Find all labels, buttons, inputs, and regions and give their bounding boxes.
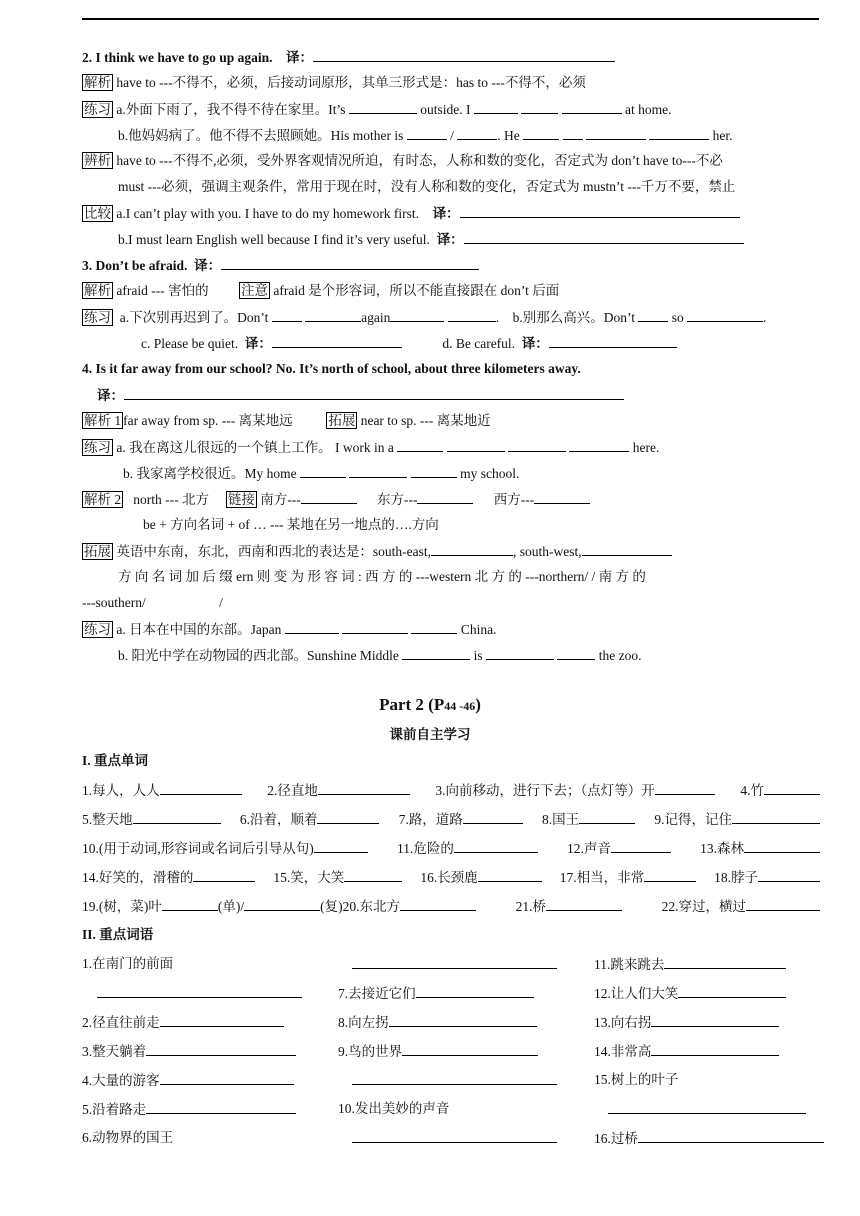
blank[interactable]: [285, 620, 339, 634]
lianxi-tag: 练习: [84, 102, 111, 117]
vocab-item: (复)20.东北方: [320, 899, 400, 914]
q4-lx2-a: a. 日本在中国的东部。Japan: [116, 622, 282, 637]
blank[interactable]: [557, 646, 595, 660]
q4-lx2-b: b. 阳光中学在动物园的西北部。Sunshine Middle: [118, 648, 399, 663]
phrase-2: 2.径直往前走: [82, 1013, 284, 1032]
slash: /: [219, 595, 223, 610]
q2-title-line: [82, 48, 615, 67]
q4-tz4: ---southern/: [82, 595, 146, 610]
bianxi-tag: 辨析: [84, 153, 111, 168]
q2-yi: 译：: [286, 50, 314, 65]
q4-lx2-b2: is: [473, 648, 483, 663]
blank[interactable]: [397, 438, 443, 452]
blank[interactable]: [454, 839, 538, 853]
phrase-6-blank[interactable]: [352, 1129, 557, 1148]
q4-lx-a: a. 我在离这儿很远的一个镇上工作。 I work in a: [116, 440, 394, 455]
vocab-item: 8.国王: [542, 812, 580, 827]
blank[interactable]: [463, 810, 523, 824]
vocab-item: 9.记得，记住: [654, 812, 732, 827]
q4-tz1: 英语中东南，东北，西南和西北的表达是：south-east,: [116, 544, 431, 559]
q2-bj-b-text: b.I must learn English well because I find it’s very useful.: [118, 232, 430, 247]
blank[interactable]: [160, 781, 242, 795]
q4-tz2: , south-west,: [513, 544, 582, 559]
q2-title: 2. I think we have to go up again.: [82, 50, 273, 65]
blank[interactable]: [474, 100, 518, 114]
yi-label: 译：: [521, 336, 549, 351]
phrase-8: 8.向左拐: [338, 1013, 537, 1032]
zhuyi-tag: 注意: [240, 283, 268, 298]
q4-jiexi1-line: [82, 412, 491, 430]
lianxi-tag: 练习: [84, 440, 111, 455]
jiexi1-tag: 解析 1: [84, 413, 122, 428]
q3-lianxi-ab: 练习 a.下次别再迟到了。Don’t again . b.别那么高兴。Don’t so .: [84, 310, 767, 325]
blank[interactable]: [411, 620, 457, 634]
q4-lx2-a2: China.: [460, 622, 497, 637]
tuozhan2-tag: 拓展: [84, 544, 111, 559]
phrase-3: 3.整天躺着: [82, 1042, 296, 1061]
blank[interactable]: [318, 781, 410, 795]
q3-title-line: [82, 256, 479, 275]
phrase-1-blank-2[interactable]: [97, 984, 302, 1003]
blank[interactable]: [732, 810, 820, 824]
phrase-5: 5.沿着路走: [82, 1100, 296, 1119]
blank[interactable]: [133, 810, 221, 824]
q4-jiexi1-text: far away from sp. --- 离某地远: [123, 413, 293, 428]
section1-heading: I. 重点单词: [82, 753, 149, 768]
vocab-item: 17.相当，非常: [559, 870, 645, 885]
blank[interactable]: [655, 781, 715, 795]
vocab-row-2: [82, 810, 820, 829]
q2-lianxi-a: [82, 100, 672, 119]
blank[interactable]: [508, 438, 566, 452]
q3-lianxi-cd: [141, 334, 677, 353]
vocab-row-5: [82, 897, 820, 916]
part2-close: ): [475, 695, 481, 714]
vocab-item: 22.穿过，横过: [661, 899, 746, 914]
blank[interactable]: [638, 308, 668, 322]
blank[interactable]: [546, 897, 622, 911]
blank[interactable]: [744, 839, 820, 853]
blank[interactable]: [764, 781, 820, 795]
vocab-row-1: [82, 781, 820, 800]
top-rule: [82, 18, 819, 20]
phrase-13: 13.向右拐: [594, 1013, 779, 1032]
q3-jiexi-line: [82, 282, 559, 300]
q4-lianxi2-b: [118, 646, 642, 665]
blank[interactable]: [317, 810, 379, 824]
q2-bianxi-text1: have to ---不得不,必须，受外界客观情况所迫，有时态，人称和数的变化，否定式为 don’t have to---不必: [116, 153, 723, 168]
blank[interactable]: [611, 839, 671, 853]
yi-label: 译：: [244, 336, 272, 351]
vocab-item: 16.长颈鹿: [420, 870, 478, 885]
part2-pages: 44 -46: [444, 699, 476, 713]
phrase-1-blank[interactable]: [352, 955, 557, 974]
vocab-row-3: [82, 839, 820, 858]
vocab-item: 1.每人，人人: [82, 783, 160, 798]
blank[interactable]: [478, 868, 542, 882]
blank[interactable]: [563, 126, 583, 140]
jiexi-tag: 解析: [84, 75, 111, 90]
phrase-12: 12.让人们大笑: [594, 984, 786, 1003]
q3-jiexi-text: afraid --- 害怕的: [116, 283, 209, 298]
blank[interactable]: [562, 100, 622, 114]
blank[interactable]: [644, 868, 696, 882]
q3-title: 3. Don’t be afraid.: [82, 258, 188, 273]
phrase-6: 6.动物界的国王: [82, 1130, 174, 1145]
q4-lx-a2: here.: [632, 440, 660, 455]
phrase-1: 1.在南门的前面: [82, 956, 174, 971]
vocab-item: 10.(用于动词,形容词或名词后引导从句): [82, 841, 314, 856]
phrase-4: 4.大量的游客: [82, 1071, 294, 1090]
q4-lianxi-a: [82, 438, 659, 457]
blank[interactable]: [687, 308, 763, 322]
q4-yi-line: [97, 386, 624, 405]
q2-lx-b-text2: . He: [497, 128, 520, 143]
tuozhan-tag: 拓展: [328, 413, 356, 428]
section2-heading: II. 重点词语: [82, 927, 154, 942]
blank[interactable]: [534, 490, 590, 504]
q4-lx2-b3: the zoo.: [598, 648, 642, 663]
vocab-item: 15.笑，大笑: [273, 870, 345, 885]
phrase-14: 14.非常高: [594, 1042, 779, 1061]
blank[interactable]: [586, 126, 646, 140]
q2-lx-a-text2: outside. I: [420, 102, 471, 117]
vocab-item: 21.桥: [515, 899, 546, 914]
lianxi-tag: 练习: [84, 310, 111, 325]
vocab-item: 13.森林: [700, 841, 744, 856]
vocab-item: 14.好笑的，滑稽的: [82, 870, 194, 885]
blank[interactable]: [349, 100, 417, 114]
blank[interactable]: [193, 868, 255, 882]
blank[interactable]: [402, 646, 470, 660]
blank[interactable]: [314, 839, 368, 853]
vocab-item: 4.竹: [740, 783, 764, 798]
q4-lianxi-b: [123, 464, 519, 483]
q4-lianxi2-a: [82, 620, 496, 639]
phrase-7: 7.去接近它们: [338, 984, 534, 1003]
q4-lx-b2: my school.: [460, 466, 520, 481]
yi-label: 译：: [436, 232, 464, 247]
blank[interactable]: [305, 308, 361, 322]
q3-zhuyi-text: afraid 是个形容词，所以不能直接跟在 don’t 后面: [273, 283, 560, 298]
q2-bj-a-text: a.I can’t play with you. I have to do my homework first.: [116, 206, 420, 221]
blank[interactable]: [390, 308, 444, 322]
vocab-item: 5.整天地: [82, 812, 133, 827]
part2-subtitle: 课前自主学习: [389, 727, 471, 742]
blank[interactable]: [244, 897, 320, 911]
blank[interactable]: [301, 490, 357, 504]
q4-tz4-line: [82, 594, 223, 612]
q3-lx-a2: again: [361, 310, 391, 325]
q4-jiexi2-line: [82, 490, 590, 509]
jiexi2-tag: 解析 2: [84, 492, 122, 507]
blank[interactable]: [649, 126, 709, 140]
blank[interactable]: [579, 810, 635, 824]
blank[interactable]: [758, 868, 820, 882]
vocab-item: 6.沿着，顺着: [239, 812, 318, 827]
blank[interactable]: [272, 334, 402, 348]
yi-label: 译：: [432, 206, 460, 221]
q3-lx-b2: so: [671, 310, 684, 325]
yi-label: 译：: [97, 388, 124, 403]
vocab-item: 2.径直地: [267, 783, 318, 798]
q2-lx-b-text3: her.: [712, 128, 733, 143]
q2-bijiao-a: [82, 204, 740, 223]
south-label: 南方---: [260, 492, 301, 507]
blank[interactable]: [447, 438, 505, 452]
blank[interactable]: [162, 897, 218, 911]
q4-tuozhan-text: near to sp. --- 离某地近: [360, 413, 491, 428]
jiexi-tag: 解析: [84, 283, 111, 298]
lianxi-tag: 练习: [84, 622, 111, 637]
phrase-9: 9.鸟的世界: [338, 1042, 538, 1061]
blank[interactable]: [486, 646, 554, 660]
west-label: 西方---: [493, 492, 535, 507]
vocab-item: 3.向前移动，进行下去；（点灯等）开: [435, 783, 655, 798]
blank[interactable]: [746, 897, 820, 911]
q2-lx-a-text: a.外面下雨了，我不得不待在家里。It’s: [116, 102, 346, 117]
blank[interactable]: [411, 464, 457, 478]
q4-lx-b: b. 我家离学校很近。My home: [123, 466, 297, 481]
blank[interactable]: [272, 308, 302, 322]
q4-tuozhan2-line: [82, 542, 672, 561]
east-label: 东方---: [376, 492, 418, 507]
blank[interactable]: [407, 126, 447, 140]
vocab-item: 18.脖子: [714, 870, 758, 885]
q2-lx-a-text3: at home.: [625, 102, 672, 117]
q4-title: 4. Is it far away from our school? No. It’s north of school, about three kilometers away.: [82, 361, 581, 376]
lianjie-tag: 链接: [227, 492, 255, 507]
yi-label: 译：: [194, 258, 222, 273]
q2-bianxi-2: must ---必须，强调主观条件，常用于现在时，没有人称和数的变化，否定式为 mustn’t ---千万不要，禁止: [118, 179, 736, 194]
phrase-10-blank[interactable]: [352, 1071, 557, 1090]
blank[interactable]: [417, 490, 473, 504]
blank[interactable]: [342, 620, 408, 634]
phrase-15: 15.树上的叶子: [594, 1072, 679, 1087]
translation-blank[interactable]: [124, 386, 624, 400]
phrase-10: 10.发出美妙的声音: [338, 1101, 450, 1116]
blank[interactable]: [400, 897, 476, 911]
q4-phrase: be + 方向名词 + of … --- 某地在另一地点的….方向: [143, 517, 439, 532]
slash: /: [450, 128, 454, 143]
translation-blank[interactable]: [464, 230, 744, 244]
vocab-item: 19.(树，菜)叶: [82, 899, 162, 914]
q3-lx-b: b.别那么高兴。Don’t: [512, 310, 636, 325]
q2-jiexi-line: [82, 74, 586, 92]
q4-tz3: 方 向 名 词 加 后 缀 ern 则 变 为 形 容 词 : 西 方 的 ---western 北 方 的 ---northern/ / 南 方 的: [118, 569, 646, 584]
blank[interactable]: [457, 126, 497, 140]
blank[interactable]: [349, 464, 407, 478]
q2-lx-b-text: b.他妈妈病了。他不得不去照顾她。His mother is: [118, 128, 404, 143]
q3-lx-a: a.下次别再迟到了。Don’t: [119, 310, 269, 325]
q2-bijiao-b: [118, 230, 744, 249]
blank[interactable]: [523, 126, 559, 140]
q2-translation-blank[interactable]: [313, 48, 615, 62]
part2-title: [0, 695, 860, 715]
phrase-16: 16.过桥: [594, 1129, 824, 1148]
vocab-item: (单)/: [217, 899, 245, 914]
translation-blank[interactable]: [221, 256, 479, 270]
blank[interactable]: [549, 334, 677, 348]
blank[interactable]: [569, 438, 629, 452]
vocab-row-4: [82, 868, 820, 887]
blank[interactable]: [300, 464, 346, 478]
part2-title-text: Part 2 (P: [379, 695, 445, 714]
phrase-15-blank[interactable]: [608, 1100, 806, 1119]
q3-lx-d: d. Be careful.: [442, 336, 516, 351]
vocab-item: 11.危险的: [396, 841, 454, 856]
blank[interactable]: [344, 868, 402, 882]
vocab-item: 12.声音: [567, 841, 611, 856]
blank[interactable]: [431, 542, 513, 556]
blank[interactable]: [521, 100, 558, 114]
q2-lianxi-b: [118, 126, 733, 145]
q2-bianxi-1: [82, 152, 723, 170]
vocab-item: 7.路，道路: [398, 812, 463, 827]
q4-jiexi2-text: north --- 北方: [133, 492, 209, 507]
blank[interactable]: [448, 308, 496, 322]
q3-lx-c: c. Please be quiet.: [141, 336, 239, 351]
q2-jiexi-text: have to ---不得不，必须，后接动词原形，其单三形式是：has to ---不得不，必须: [116, 75, 586, 90]
phrase-11: 11.跳来跳去: [594, 955, 786, 974]
translation-blank[interactable]: [460, 204, 740, 218]
bijiao-tag: 比较: [84, 206, 111, 221]
blank[interactable]: [582, 542, 672, 556]
